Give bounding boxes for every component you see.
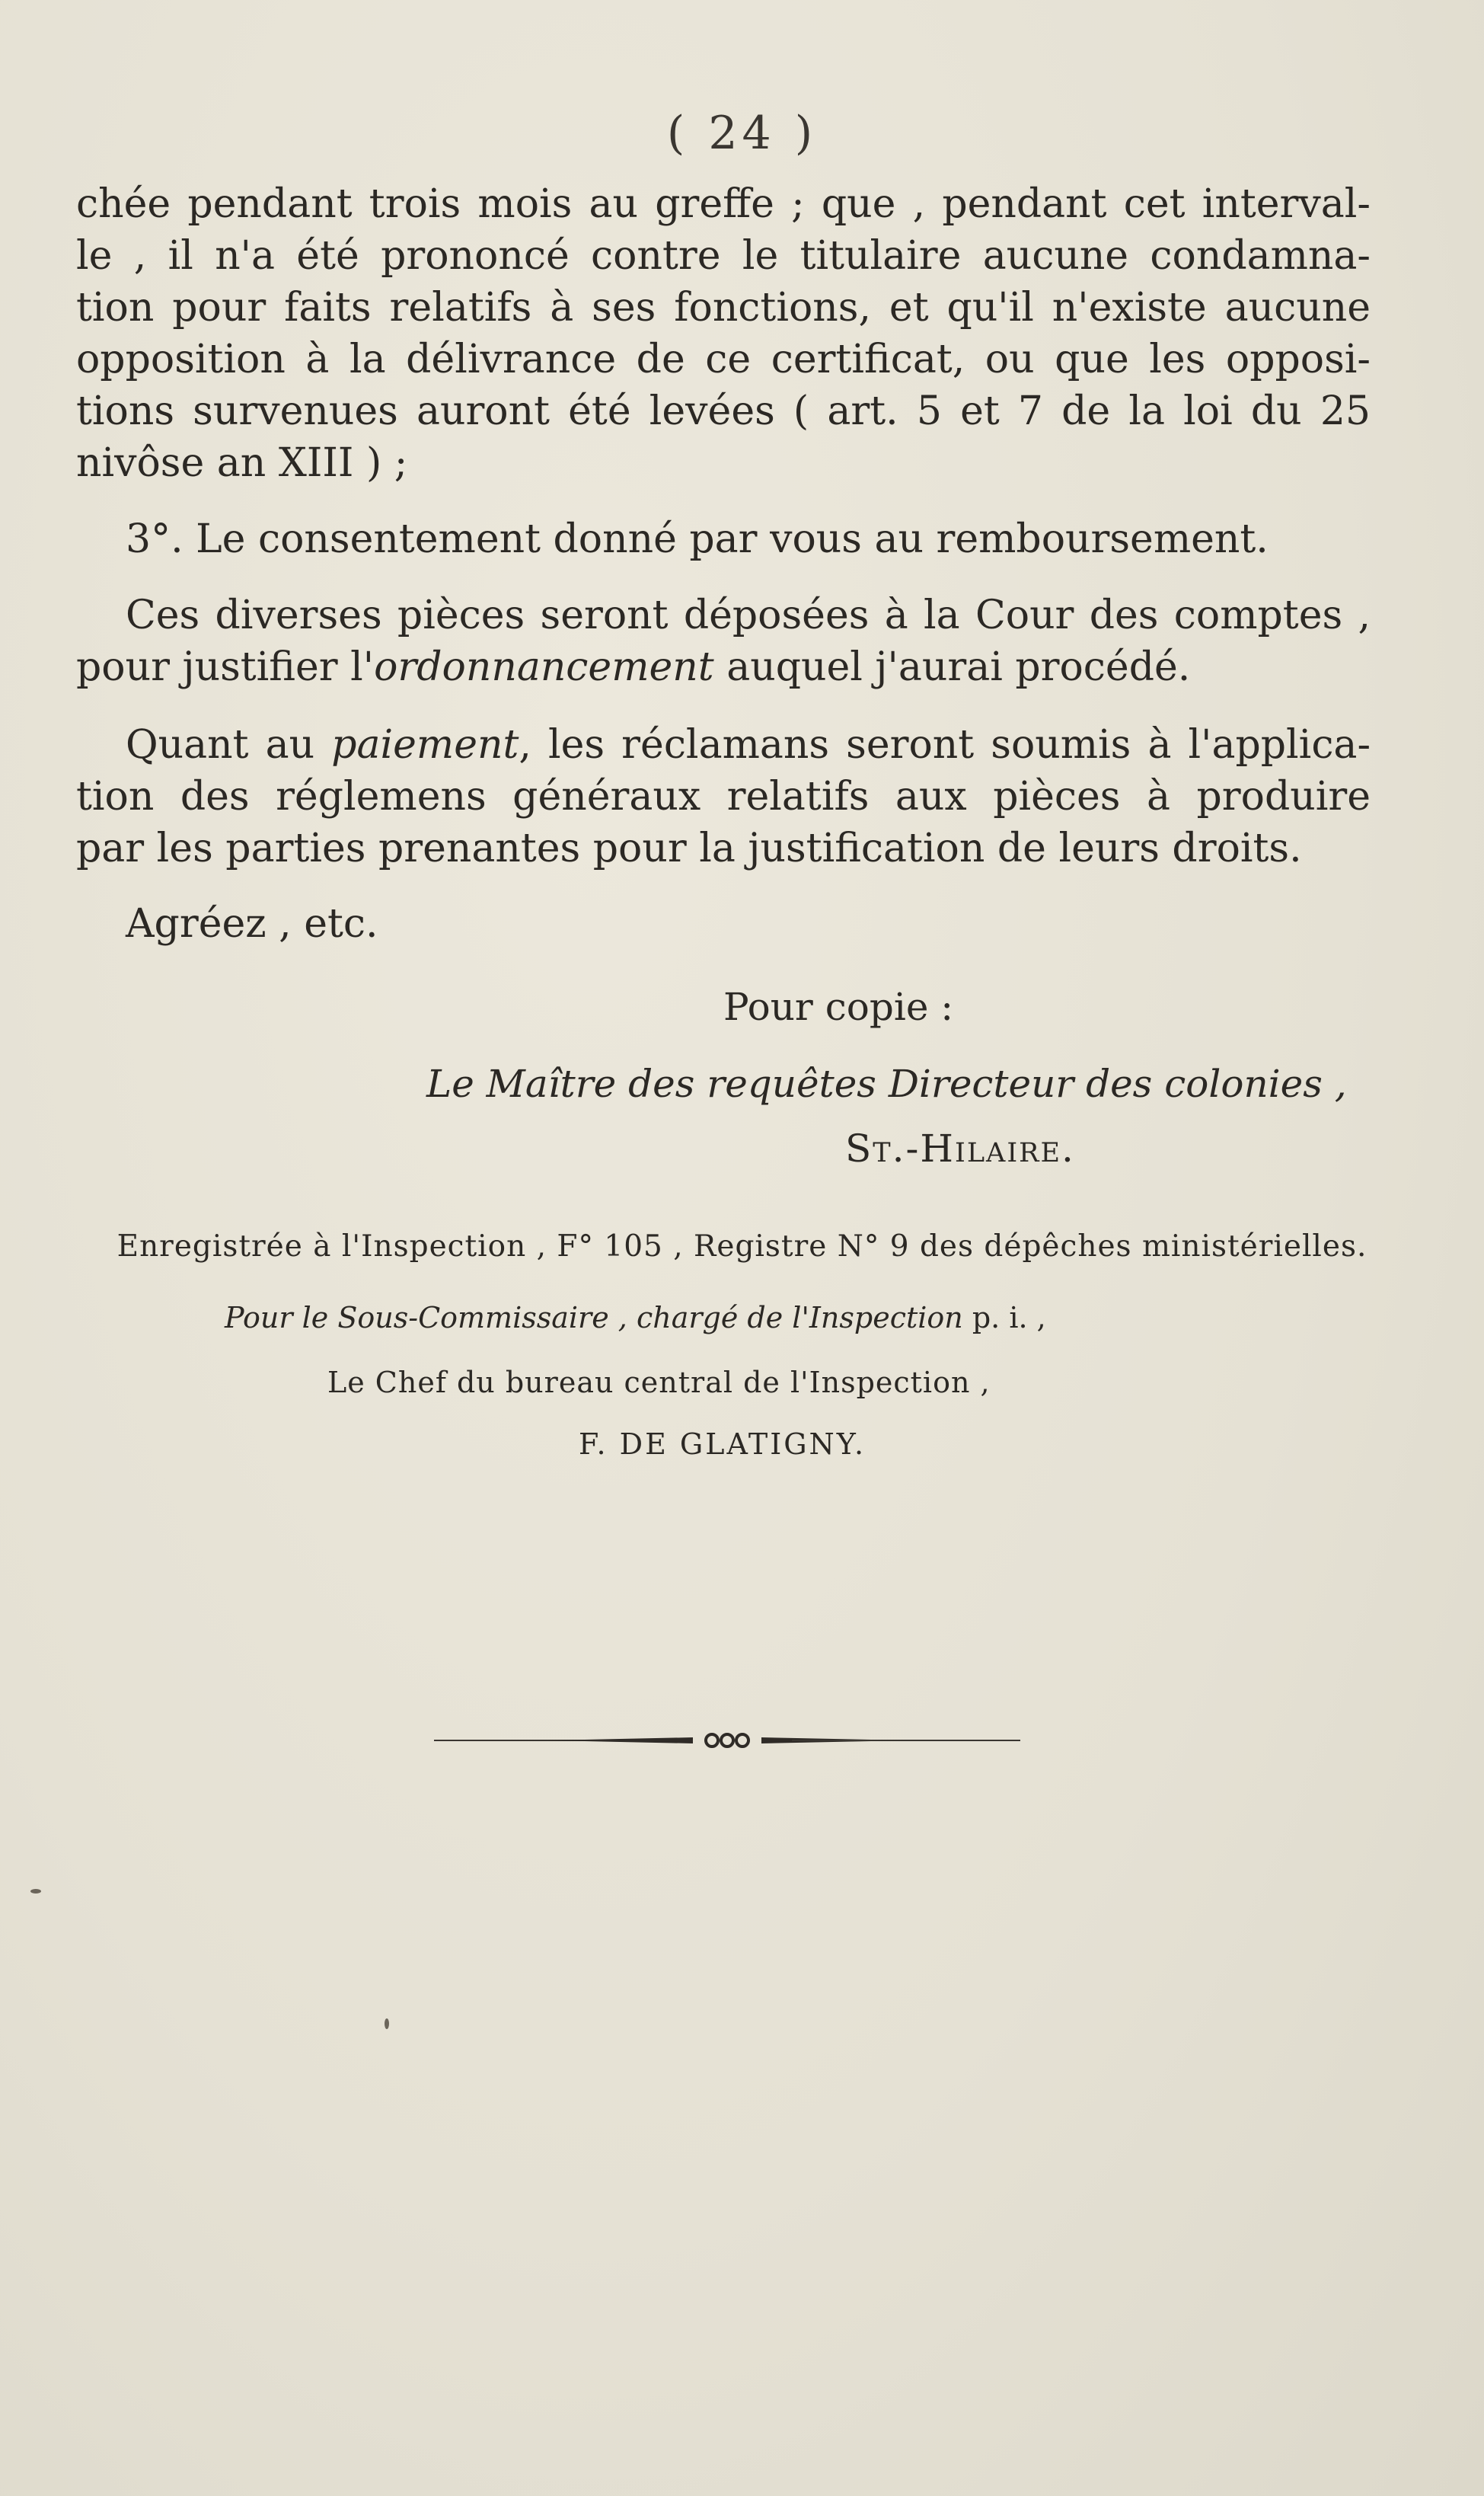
signatory-title: Le Maître des requêtes Directeur des colonies , [426, 1062, 1347, 1106]
registration-line: Enregistrée à l'Inspection , F° 105 , Registre N° 9 des dépêches ministérielles. [116, 1229, 1368, 1264]
signatory-name-text: St.-Hilaire. [845, 1127, 1075, 1171]
inspection-italic: Pour le Sous-Commissaire , chargé de l'Inspection [225, 1301, 963, 1334]
body-line: tion des réglemens généraux relatifs aux pièces à produire [76, 774, 1371, 820]
italic-term: ordonnancement [374, 644, 714, 690]
inspector-name: F. DE GLATIGNY. [579, 1427, 866, 1461]
text-run: p. i. , [962, 1301, 1046, 1334]
text-run: Quant au [126, 722, 332, 768]
text-run: , les réclamans seront soumis à l'applica- [519, 722, 1371, 768]
body-line: chée pendant trois mois au greffe ; que , pendant cet interval- [76, 181, 1371, 227]
page-number: ( 24 ) [666, 107, 818, 160]
italic-term: paiement [331, 722, 519, 768]
body-line [76, 642, 1371, 692]
body-line: par les parties prenantes pour la justification de leurs droits. [76, 826, 1302, 871]
body-line: tions survenues auront été levées ( art. 5 et 7 de la loi du 25 [76, 388, 1371, 434]
text-run: pour justifier l' [76, 644, 375, 690]
bureau-chief-line: Le Chef du bureau central de l'Inspection , [327, 1366, 991, 1399]
inspection-line [225, 1299, 1291, 1337]
body-line: 3°. Le consentement donné par vous au remboursement. [126, 516, 1269, 562]
body-line: Ces diverses pièces seront déposées à la Cour des comptes , [126, 593, 1371, 638]
body-line [126, 720, 1371, 770]
pour-copie: Pour copie : [723, 985, 954, 1029]
body-line: tion pour faits relatifs à ses fonctions, et qu'il n'existe aucune [76, 285, 1371, 331]
paper-speck [385, 2018, 389, 2029]
body-line: opposition à la délivrance de ce certificat, ou que les opposi- [76, 337, 1371, 382]
paper-speck [30, 1889, 41, 1894]
text-run: auquel j'aurai procédé. [713, 644, 1191, 690]
closing-formula: Agréez , etc. [126, 901, 378, 947]
body-line: le , il n'a été prononcé contre le titulaire aucune condamna- [76, 233, 1371, 279]
ornamental-rule [434, 1729, 1020, 1752]
signatory-name [845, 1126, 1302, 1171]
body-line: nivôse an XIII ) ; [76, 440, 408, 486]
